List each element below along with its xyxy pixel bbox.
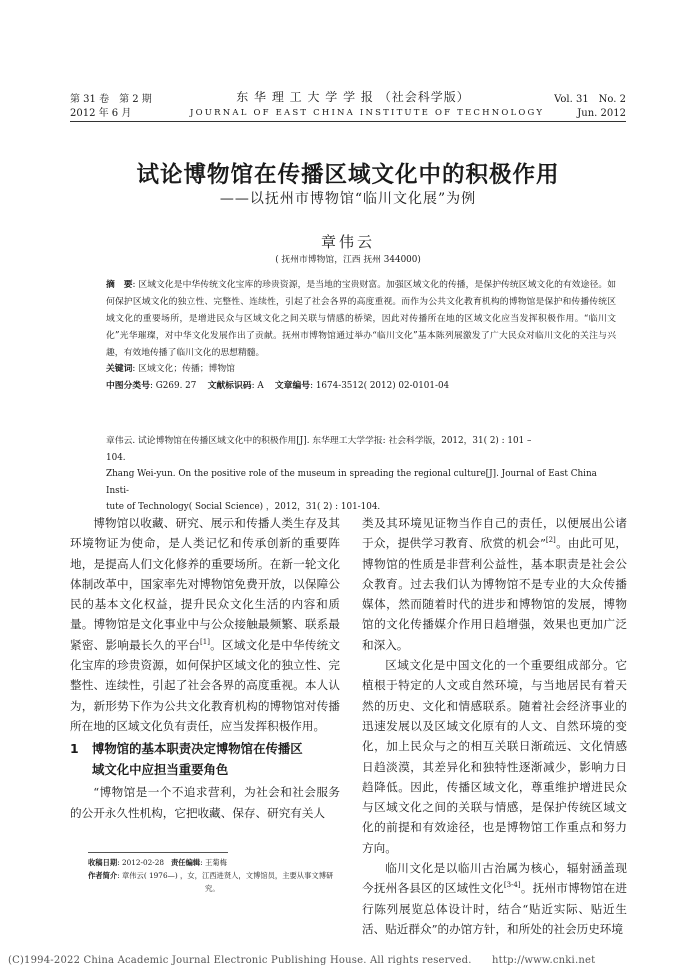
clc-value: : G269. 27 bbox=[150, 381, 197, 391]
right-para3-tail: 。抚州市博物馆在进行陈列展览总体设计时，结合“贴近实际、贴近生活、贴近群众”的办馆方针，和所处的社会历史环境 bbox=[362, 881, 627, 936]
article-no-label: 文章编号 bbox=[274, 381, 311, 391]
ref-2: [2] bbox=[545, 536, 556, 545]
doc-code-value: : A bbox=[251, 381, 264, 391]
copyright-footer: (C)1994-2022 China Academic Journal Electronic Publishing House. All rights reserved. http://www.cnki.net bbox=[8, 955, 596, 966]
journal-name-cn: 东 华 理 工 大 学 学 报 （社会科学版） bbox=[236, 90, 470, 104]
citation-en-line2: tute of Technology( Social Science) ，2012，31( 2) : 101-104. bbox=[106, 502, 381, 512]
section-title-line1: 博物馆的基本职责决定博物馆在传播区 bbox=[92, 741, 303, 757]
right-paragraph-2: 区域文化是中国文化的一个重要组成部分。它植根于特定的人文或自然环境，与当地居民有着天然的历史、文化和情感联系。随着社会经济事业的迅速发展以及区域文化原有的人文、自然环境的变化，加上民众与之的相互关联日渐疏远、文化情感日趋淡漠，其差异化和独特性逐渐减少，影响力日趋降低。因此，传播区域文化，尊重维护增进民众与区域文化之间的关联与情感，是保护传统区域文化的前提和有效途径，也是博物馆工作重点和努力方向。 bbox=[362, 658, 627, 855]
editor-label: 责任编辑 bbox=[171, 858, 201, 867]
date-cn: 2012 年 6 月 bbox=[70, 108, 132, 119]
footnote-author bbox=[88, 869, 350, 882]
citation-cn-line1: 章伟云. 试论博物馆在传播区域文化中的积极作用[J]. 东华理工大学学报: 社会科学版，2012，31( 2) : 101 – bbox=[106, 436, 532, 446]
left-para1-text: 博物馆以收藏、研究、展示和传播人类生存及其环境物证为使命，是人类记忆和传承创新的重要阵地，是提高人们文化修养的重要场所。在新一轮文化体制改革中，国家率先对博物馆免费开放，以保障公民的基本文化权益，提升民众文化生活的内容和质量。博物馆是文化事业中与公众接触最频繁、联系最紧密、影响最长久的平台 bbox=[70, 516, 340, 652]
journal-name-en: JOURNAL OF EAST CHINA INSTITUTE OF TECHNOLOGY bbox=[190, 108, 545, 118]
abstract-label: 摘 要 bbox=[106, 280, 133, 290]
ref-1: [1] bbox=[200, 637, 210, 646]
left-paragraph-1 bbox=[70, 513, 340, 736]
issue-cn: 第 31 卷 第 2 期 bbox=[70, 94, 152, 105]
section-heading-1 bbox=[70, 739, 340, 780]
abstract-text: : 区域文化是中华传统文化宝库的珍贵资源，是当地的宝贵财富。加强区域文化的传播，是保护传统区域文化的有效途径。如何保护区域文化的独立性、完整性、连续性，引起了社会各界的高度重视。而作为公共文化教育机构的博物馆是保护和传播传统区域文化的重要场所，是增进民众与区域文化之间关联与情感的桥梁，因此对传播所在地的区域文化应当发挥积极作用。“临川文化”光华璀璨，对中华文化发展作出了贡献。抚州市博物馆通过举办“临川文化”基本陈列展激发了广大民众对临川文化的关注与兴趣，有效地传播了临川文化的思想精髓。 bbox=[106, 280, 616, 358]
clc-label: 中图分类号 bbox=[106, 381, 150, 391]
section-number: 1 bbox=[70, 741, 79, 757]
citation-en-line1: Zhang Wei-yun. On the positive role of the museum in spreading the regional culture[J]. Journal of East China Insti- bbox=[106, 469, 597, 496]
issue-en: Vol. 31 No. 2 bbox=[554, 94, 626, 105]
author-affiliation: ( 抚州市博物馆，江西 抚州 344000) bbox=[275, 255, 421, 265]
footnote-author-line2: 究。 bbox=[205, 884, 220, 893]
article-subtitle: ——以抚州市博物馆“临川文化展”为例 bbox=[219, 191, 477, 207]
article-no-value: : 1674-3512( 2012) 02-0101-04 bbox=[310, 381, 450, 391]
ref-3-4: [3-4] bbox=[503, 881, 521, 890]
received-label: 收稿日期 bbox=[88, 858, 118, 867]
left-paragraph-2: “博物馆是一个不追求营利，为社会和社会服务的公开永久性机构，它把收藏、保存、研究有关人 bbox=[70, 785, 340, 820]
section-title-line2: 域文化中应担当重要角色 bbox=[92, 761, 229, 777]
author-info-label: 作者简介 bbox=[88, 871, 118, 880]
right-paragraph-3 bbox=[362, 858, 627, 939]
classification-line bbox=[106, 378, 616, 395]
citation-block bbox=[106, 433, 622, 516]
keywords bbox=[106, 361, 616, 378]
author-name: 章伟云 bbox=[320, 233, 375, 251]
citation-cn-line2: 104. bbox=[106, 452, 126, 463]
editor-name: : 王菊梅 bbox=[200, 858, 227, 867]
date-en: Jun. 2012 bbox=[577, 108, 626, 119]
left-para1-tail: 。区域文化是中华传统文化宝库的珍贵资源，如何保护区域文化的独立性、完整性、连续性，引起了社会各界的高度重视。本人认为，新形势下作为公共文化教育机构的博物馆对传播所在地的区域文化负有责任，应当发挥积极作用。 bbox=[70, 637, 340, 733]
footnote-rule bbox=[88, 852, 228, 853]
right-para3-text: 临川文化是以临川古治属为核心，辐射涵盖现今抚州各县区的区域性文化 bbox=[362, 861, 627, 896]
right-paragraph-1 bbox=[362, 513, 627, 655]
article-title: 试论博物馆在传播区域文化中的积极作用 bbox=[136, 162, 560, 188]
footnote-received bbox=[88, 856, 350, 869]
right-para1-tail: 。由此可见，博物馆的性质是非营利公益性，基本职责是社会公众教育。过去我们认为博物馆不是专业的大众传播媒体，然而随着时代的进步和博物馆的发展，博物馆的文化传播媒介作用日趋增强，效果也更加广泛和深入。 bbox=[362, 536, 627, 652]
abstract bbox=[106, 277, 616, 362]
received-date: : 2012-02-28 bbox=[117, 858, 165, 867]
footnote bbox=[88, 856, 350, 895]
keywords-text: : 区域文化；传播；博物馆 bbox=[132, 364, 235, 374]
right-column bbox=[362, 513, 627, 939]
left-column bbox=[70, 513, 340, 823]
author-info-line1: : 章伟云( 1976—) ，女，江西进贤人，文博馆员，主要从事文博研 bbox=[117, 871, 334, 880]
keywords-label: 关键词 bbox=[106, 364, 133, 374]
right-para1-text: 类及其环境见证物当作自己的责任，以便展出公诸于众，提供学习教育、欣赏的机会” bbox=[362, 516, 627, 551]
doc-code-label: 文献标识码 bbox=[207, 381, 252, 391]
header-rule bbox=[70, 121, 626, 122]
